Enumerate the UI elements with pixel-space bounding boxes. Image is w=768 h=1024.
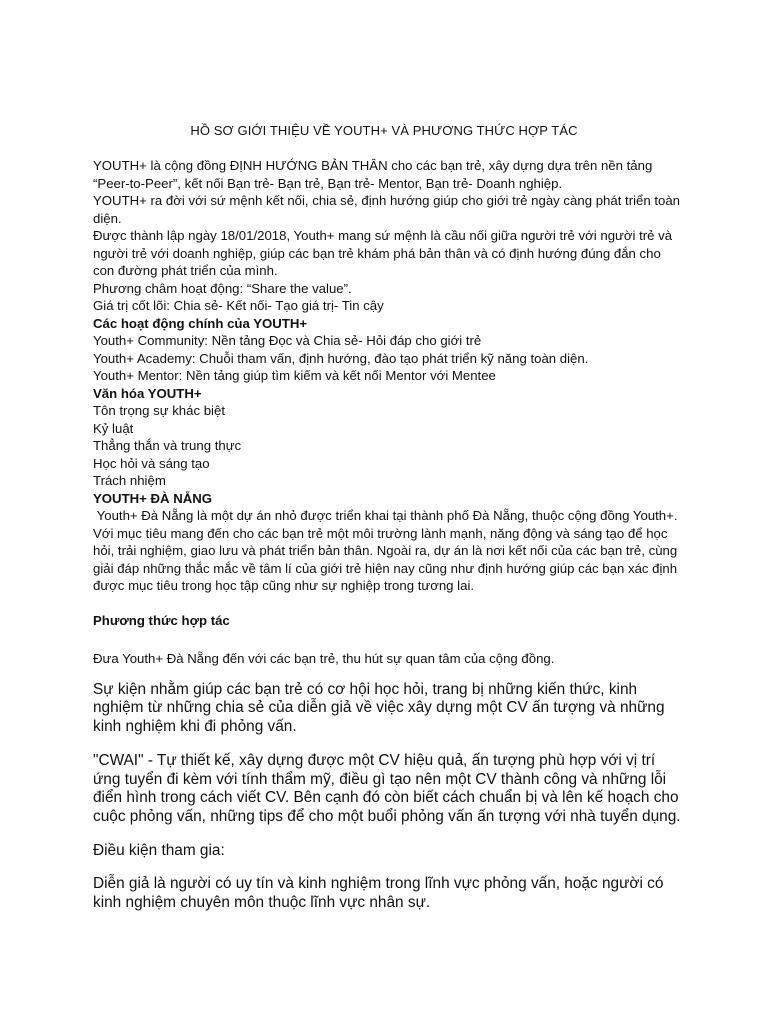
culture-item: Tôn trọng sự khác biệt [93, 403, 225, 418]
activities-heading: Các hoạt động chính của YOUTH+ [93, 315, 308, 331]
culture-item: Kỷ luật [93, 420, 134, 436]
intro-paragraph: YOUTH+ là cộng đồng ĐỊNH HƯỚNG BẢN THÂN cho các bạn trẻ, xây dựng dựa trên nền tảng “Peer-to-Peer”, kết nối Bạn trẻ- Bạn trẻ, Bạn trẻ- Mentor, Bạn trẻ- Doanh nghiệp. [93, 158, 653, 191]
intro-paragraph: Được thành lập ngày 18/01/2018, Youth+ mang sứ mệnh là cầu nối giữa người trẻ với người trẻ và người trẻ với doanh nghiệp, giúp các bạn trẻ khám phá bản thân và có định hướng đúng đắn cho con đường phát triển của mình. [93, 228, 673, 278]
event-paragraph: Sự kiện nhằm giúp các bạn trẻ có cơ hội học hỏi, trang bị những kiến thức, kinh nghiệm từ những chia sẻ của diễn giả về việc xây dựng một CV ấn tượng và những kinh nghiệm khi đi phỏng vấn. [93, 680, 665, 735]
intro-paragraph: YOUTH+ ra đời với sứ mệnh kết nối, chia sẻ, định hướng giúp cho giới trẻ ngày càng phát triển toàn diện. [93, 193, 681, 226]
cooperation-heading: Phương thức hợp tác [93, 612, 230, 628]
activity-item: Youth+ Community: Nền tảng Đọc và Chia sẻ- Hỏi đáp cho giới trẻ [93, 333, 482, 348]
activity-item: Youth+ Mentor: Nền tảng giúp tìm kiếm và kết nối Mentor với Mentee [93, 368, 496, 383]
document-body [93, 157, 683, 912]
cwai-paragraph: "CWAI" - Tự thiết kế, xây dựng được một CV hiệu quả, ấn tượng phù hợp với vị trí ứng tuyển đi kèm với tính thẩm mỹ, điều gì tạo nên một CV thành công và những lỗi điển hình trong cách viết CV. Bên cạnh đó còn biết cách chuẩn bị và lên kế hoạch cho cuộc phỏng vấn, những tips để cho một buổi phỏng vấn ấn tượng với nhà tuyển dụng. [93, 752, 681, 826]
document-title: HỒ SƠ GIỚI THIỆU VỀ YOUTH+ VÀ PHƯƠNG THỨC HỢP TÁC [190, 123, 578, 138]
culture-item: Trách nhiệm [93, 473, 166, 488]
danang-heading: YOUTH+ ĐÀ NẴNG [93, 490, 213, 506]
conditions-heading: Điều kiện tham gia: [93, 841, 225, 859]
conditions-paragraph: Diễn giả là người có uy tín và kinh nghiệm trong lĩnh vực phỏng vấn, hoặc người có kinh nghiệm chuyên môn thuộc lĩnh vực nhân sự. [93, 875, 664, 911]
cooperation-lead: Đưa Youth+ Đà Nẵng đến với các bạn trẻ, thu hút sự quan tâm của cộng đồng. [93, 651, 555, 666]
culture-heading: Văn hóa YOUTH+ [93, 385, 202, 401]
core-values-line: Giá trị cốt lõi: Chia sẻ- Kết nối- Tạo giá trị- Tin cậy [93, 298, 384, 313]
danang-paragraph: Youth+ Đà Nẵng là một dự án nhỏ được triển khai tại thành phố Đà Nẵng, thuộc cộng đồng Youth+. Với mục tiêu mang đến cho các bạn trẻ một môi trường lành mạnh, năng động và sáng tạo để học hỏi, trải nghiệm, giao lưu và phát triển bản thân. Ngoài ra, dự án là nơi kết nối của các bạn trẻ, cùng giải đáp những thắc mắc về tâm lí của giới trẻ hiện nay cũng như định hướng giúp các bạn xác định được mục tiêu trong học tập cũng như sự nghiệp trong tương lai. [93, 508, 682, 593]
culture-item: Học hỏi và sáng tạo [93, 455, 210, 471]
motto-line: Phương châm hoạt động: “Share the value”. [93, 280, 352, 296]
culture-item: Thẳng thắn và trung thực [93, 438, 242, 453]
activity-item: Youth+ Academy: Chuỗi tham vấn, định hướng, đào tạo phát triển kỹ năng toàn diện. [93, 350, 589, 366]
